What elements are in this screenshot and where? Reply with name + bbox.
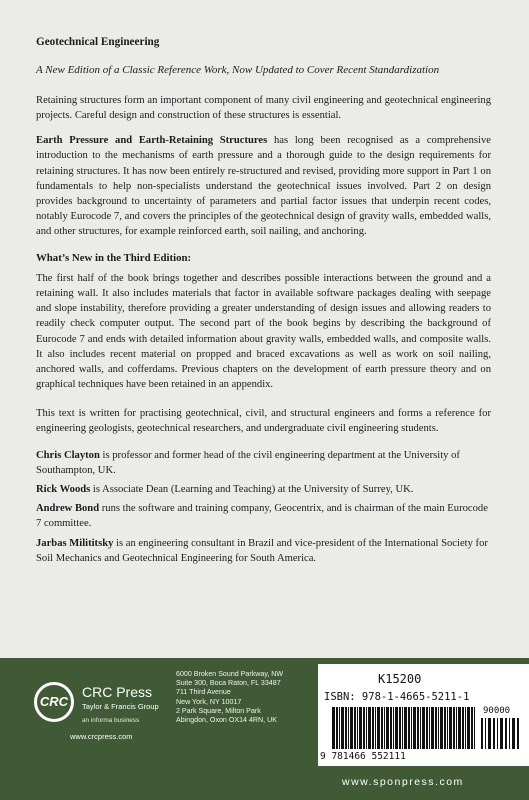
barcode-panel [318,664,529,766]
isbn: ISBN: 978-1-4665-5211-1 [324,691,470,703]
address-line: 2 Park Square, Milton Park [176,706,261,715]
crc-press-logo [26,674,186,754]
description-text: has long been recognised as a comprehensive introduction to the mechanisms of earth pressure and a thorough guide to the design requirements for retaining structures. It has now been entirely re-structured and revised, providing more support in Part 1 on fundamentals to help non-specialists understand the geotechnical issues involved. Part 2 on design provides background to uncertainty of parameters and partial factor issues that underpin recent codes, notably Eurocode 7, and covers the principles of the geotechnical design of gravity walls, embedded walls, and other structures, for example reinforced earth, soil nailing, and anchoring. [36,135,491,237]
author-bio: Rick Woods is Associate Dean (Learning and Teaching) at the University of Surrey, UK. [36,484,414,496]
intro-paragraph: Retaining structures form an important component of many civil engineering and geotechnical engineering projects. Careful design and construction of these structures is essential. [36,95,491,122]
address-line: Suite 300, Boca Raton, FL 33487 [176,679,281,688]
ean-barcode-icon [332,707,478,749]
price-code: 90000 [483,706,511,716]
whats-new-heading: What’s New in the Third Edition: [36,252,192,265]
publisher-business: an informa business [82,717,140,724]
author-bio: Jarbas Milititsky is an engineering consultant in Brazil and vice-president of the International Society for Soil Mechanics and Geotechnical Engineering for South America. [36,537,488,564]
author-bio: Andrew Bond runs the software and training company, Geocentrix, and is chairman of the main Eurocode 7 committee. [36,503,488,530]
spon-press-website[interactable]: www.sponpress.com [342,776,464,788]
whats-new-paragraph: The first half of the book brings together and describes possible interactions between the ground and a retaining wall. It also includes materials that factor in available software packages dealing with seepage and slope instability, therefore providing a greater understanding of design issues and allowing readers to readily check computer output. The second part of the book begins by describing the background of Eurocode 7 and ends with detailed information about gravity walls, embedded walls, and composite walls. It also includes recent material on propped and braced excavations as well as work on soil nailing, anchored walls, and cofferdams. Previous chapters on the development of earth pressure theory and on graphical techniques have been retained in an appendix. [36,273,491,390]
price-barcode-icon [481,718,521,749]
address-line: 711 Third Avenue [176,688,231,697]
publisher-group: Taylor & Francis Group [82,702,159,711]
address-line: 6000 Broken Sound Parkway, NW [176,670,284,678]
back-cover-text [36,35,491,566]
publisher-website[interactable]: www.crcpress.com [70,732,133,741]
description-paragraph [36,133,491,239]
address-line: Abingdon, Oxon OX14 4RN, UK [176,716,277,725]
product-code: K15200 [378,672,422,686]
publisher-name: CRC Press [82,684,153,700]
author-name: Jarbas Milititsky [36,537,114,549]
author-bio: Chris Clayton is professor and former head of the civil engineering department at the University of Southampton, UK. [36,450,460,477]
series-title: Geotechnical Engineering [36,36,160,48]
author-name: Chris Clayton [36,450,100,462]
barcode-digits: 9 781466 552111 [320,751,406,762]
book-title: Earth Pressure and Earth-Retaining Structures [36,135,268,147]
crc-logo-icon: CRC [34,682,74,722]
subtitle: A New Edition of a Classic Reference Work, Now Updated to Cover Recent Standardization [36,64,440,77]
address-line: New York, NY 10017 [176,697,242,706]
author-name: Rick Woods [36,484,91,496]
audience-paragraph: This text is written for practising geotechnical, civil, and structural engineers and forms a reference for engineering geologists, geotechnical researchers, and undergraduate civil engineering students. [36,407,491,434]
publisher-address [176,670,283,725]
author-name: Andrew Bond [36,503,100,515]
